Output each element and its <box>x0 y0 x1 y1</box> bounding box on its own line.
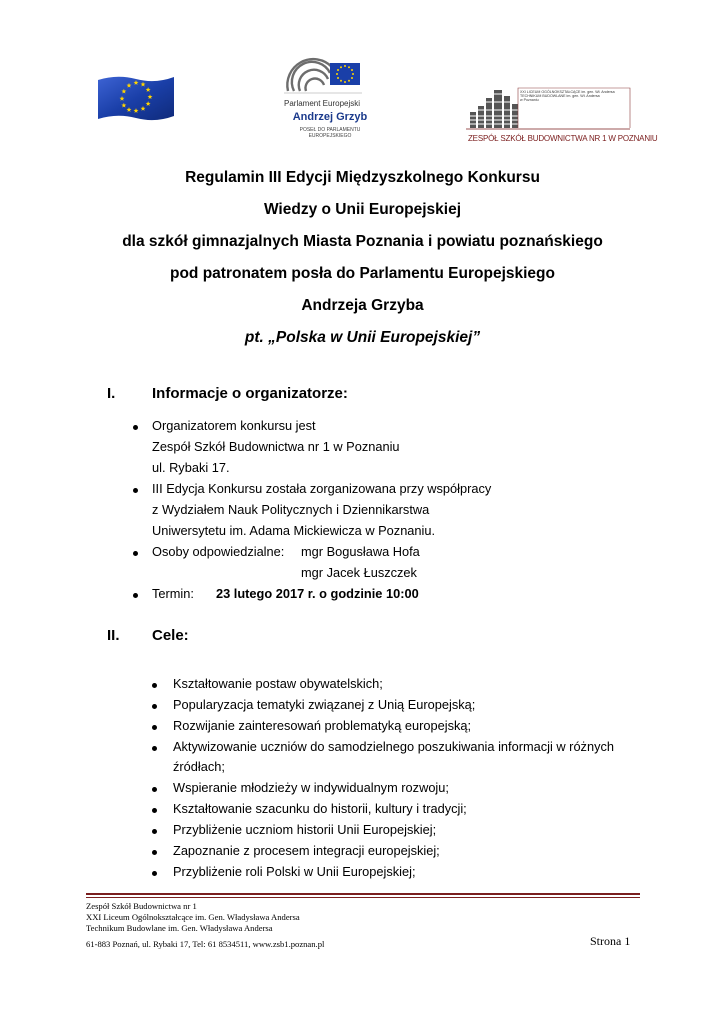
organizer-line-1: Organizatorem konkursu jest <box>152 418 316 433</box>
goal-item: źródłach; <box>173 759 225 774</box>
european-parliament-logo <box>280 55 380 140</box>
school-logo-name: ZESPÓŁ SZKÓŁ BUDOWNICTWA NR 1 W POZNANIU <box>468 134 658 143</box>
goal-item: Przybliżenie roli Polski w Unii Europejskiej; <box>173 864 416 879</box>
goal-item: Przybliżenie uczniom historii Unii Europejskiej; <box>173 822 437 837</box>
organizer-line-2: Zespół Szkół Budownictwa nr 1 w Poznaniu <box>152 439 400 454</box>
document-subtitle: pt. „Polska w Unii Europejskiej” <box>244 329 481 346</box>
goal-item: Kształtowanie szacunku do historii, kultury i tradycji; <box>173 801 467 816</box>
footer-address: 61-883 Poznań, ul. Rybaki 17, Tel: 61 8534511, www.zsb1.poznan.pl <box>86 939 325 949</box>
section-1-title: Informacje o organizatorze: <box>152 385 348 402</box>
bullet-icon <box>133 488 138 493</box>
bullet-icon <box>152 725 157 730</box>
bullet-icon <box>152 808 157 813</box>
bullet-icon <box>152 850 157 855</box>
document-title-line-5: Andrzeja Grzyba <box>301 297 424 314</box>
bullet-icon <box>152 746 157 751</box>
term-value: 23 lutego 2017 r. o godzinie 10:00 <box>216 586 419 601</box>
parliament-name: Parlament Europejski <box>284 99 361 108</box>
cooperation-line-2: z Wydziałem Nauk Politycznych i Dziennikarstwa <box>152 502 430 517</box>
school-logo-line-3: w Poznaniu <box>520 98 539 102</box>
footer-rule <box>86 893 640 895</box>
organizer-line-3: ul. Rybaki 17. <box>152 460 230 475</box>
bullet-icon <box>133 551 138 556</box>
bullet-icon <box>133 593 138 598</box>
parliament-hemicycle-icon <box>280 55 380 97</box>
page-number: Strona 1 <box>590 934 631 948</box>
eu-flag-icon <box>95 72 177 124</box>
document-title-line-4: pod patronatem posła do Parlamentu Europejskiego <box>170 265 555 282</box>
person-2: mgr Jacek Łuszczek <box>301 565 417 580</box>
goal-item: Rozwijanie zainteresowań problematyką europejską; <box>173 718 472 733</box>
goal-item: Aktywizowanie uczniów do samodzielnego poszukiwania informacji w różnych <box>173 739 614 754</box>
mep-name: Andrzej Grzyb <box>292 111 368 123</box>
goal-item: Popularyzacja tematyki związanej z Unią Europejską; <box>173 697 476 712</box>
bullet-icon <box>152 871 157 876</box>
bullet-icon <box>152 787 157 792</box>
document-title-line-1: Regulamin III Edycji Międzyszkolnego Konkursu <box>185 169 540 186</box>
bullet-icon <box>133 425 138 430</box>
footer-line-3: Technikum Budowlane im. Gen. Władysława Andersa <box>86 923 273 933</box>
footer-rule-thin <box>86 897 640 898</box>
school-logo-line-1: XXI LICEUM OGÓLNOKSZTAŁCĄCE im. gen. Wł. Andersa <box>520 90 615 94</box>
section-2-number: II. <box>107 627 120 644</box>
document-title-line-2: Wiedzy o Unii Europejskiej <box>263 201 462 218</box>
section-1-number: I. <box>107 385 116 402</box>
bullet-icon <box>152 829 157 834</box>
footer-line-1: Zespół Szkół Budownictwa nr 1 <box>86 901 197 911</box>
school-logo-line-2: TECHNIKUM BUDOWLANE im. gen. Wł. Andersa <box>520 94 600 98</box>
mep-role: POSEŁ DO PARLAMENTU EUROPEJSKIEGO <box>299 127 361 139</box>
footer-line-2: XXI Liceum Ogólnokształcące im. Gen. Władysława Andersa <box>86 912 300 922</box>
goal-item: Zapoznanie z procesem integracji europejskiej; <box>173 843 440 858</box>
bullet-icon <box>152 704 157 709</box>
cooperation-line-1: III Edycja Konkursu została zorganizowana przy współpracy <box>152 481 492 496</box>
term-label: Termin: <box>152 586 194 601</box>
document-title-line-3: dla szkół gimnazjalnych Miasta Poznania i powiatu poznańskiego <box>122 233 603 250</box>
cooperation-line-3: Uniwersytetu im. Adama Mickiewicza w Poznaniu. <box>152 523 436 538</box>
goal-item: Wspieranie młodzieży w indywidualnym rozwoju; <box>173 780 449 795</box>
persons-label: Osoby odpowiedzialne: <box>152 544 285 559</box>
school-logo <box>462 82 658 144</box>
section-2-title: Cele: <box>152 627 189 644</box>
goal-item: Kształtowanie postaw obywatelskich; <box>173 676 383 691</box>
eu-flag-logo <box>95 72 177 124</box>
person-1: mgr Bogusława Hofa <box>301 544 420 559</box>
bullet-icon <box>152 683 157 688</box>
